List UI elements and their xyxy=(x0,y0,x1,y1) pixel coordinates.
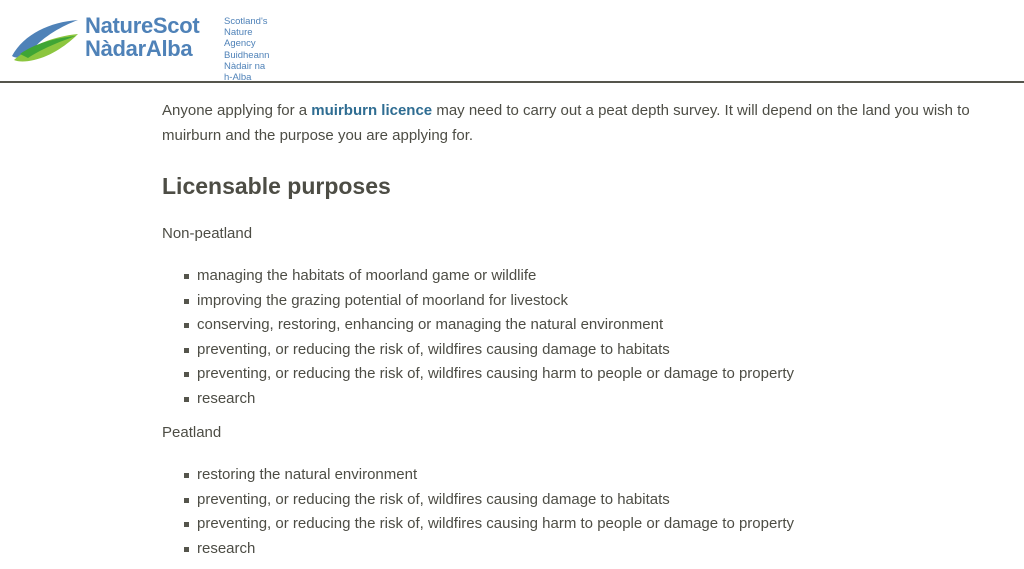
bullet-icon xyxy=(184,397,189,402)
naturescot-leaf-icon xyxy=(10,16,80,62)
bullet-icon xyxy=(184,323,189,328)
muirburn-licence-link[interactable]: muirburn licence xyxy=(311,102,433,119)
peatland-list xyxy=(162,463,1020,561)
bullet-icon xyxy=(184,348,189,353)
list-item-text: restoring the natural environment xyxy=(197,466,418,483)
logo-wordmark xyxy=(85,14,199,60)
bullet-icon xyxy=(184,473,189,478)
intro-text-before: Anyone applying for a xyxy=(162,102,312,119)
list-item-text: preventing, or reducing the risk of, wildfires causing damage to habitats xyxy=(197,340,670,358)
naturescot-logo-link[interactable] xyxy=(10,13,270,83)
non-peatland-list xyxy=(162,264,1020,411)
licensable-purposes-heading: Licensable purposes xyxy=(162,173,391,199)
list-item-text: conserving, restoring, enhancing or managing the natural environment xyxy=(197,316,664,333)
list-item xyxy=(162,313,1020,338)
logo-name-gaelic: NàdarAlba xyxy=(85,36,193,61)
logo-tagline xyxy=(224,16,269,83)
bullet-icon xyxy=(184,547,189,552)
intro-paragraph xyxy=(162,98,1020,148)
site-header xyxy=(0,0,1024,83)
list-item xyxy=(162,463,1020,488)
list-item xyxy=(162,338,1020,363)
list-item-text: managing the habitats of moorland game or wildlife xyxy=(197,267,537,284)
bullet-icon xyxy=(184,299,189,304)
list-item xyxy=(162,537,1020,562)
logo-name-english: NatureScot xyxy=(85,13,200,38)
list-item-text: research xyxy=(197,389,256,407)
list-item xyxy=(162,289,1020,314)
peatland-label: Peatland xyxy=(162,424,222,441)
tagline-en-line2: Nature Agency xyxy=(224,27,256,49)
bullet-icon xyxy=(184,522,189,527)
bullet-icon xyxy=(184,372,189,377)
list-item-text: preventing, or reducing the risk of, wildfires causing harm to people or damage to property xyxy=(197,365,794,382)
list-item xyxy=(162,387,1020,412)
intro-text-after: may need to carry out a peat depth survey. It will depend on the land you wish to muirburn and the purpose you are applying for. xyxy=(162,102,970,144)
list-item-text: improving the grazing potential of moorland for livestock xyxy=(197,291,569,309)
non-peatland-label: Non-peatland xyxy=(162,225,253,242)
bullet-icon xyxy=(184,274,189,279)
list-item xyxy=(162,264,1020,289)
list-item-text: research xyxy=(197,539,256,557)
tagline-gd-line1: Buidheann xyxy=(224,50,270,61)
main-content xyxy=(162,98,1020,561)
list-item xyxy=(162,512,1020,537)
list-item-text: preventing, or reducing the risk of, wildfires causing damage to habitats xyxy=(197,490,670,508)
tagline-gd-line2: Nàdair na h-Alba xyxy=(224,61,266,83)
list-item xyxy=(162,362,1020,387)
tagline-en-line1: Scotland's xyxy=(224,16,268,27)
bullet-icon xyxy=(184,498,189,503)
list-item xyxy=(162,488,1020,513)
list-item-text: preventing, or reducing the risk of, wildfires causing harm to people or damage to property xyxy=(197,515,794,532)
